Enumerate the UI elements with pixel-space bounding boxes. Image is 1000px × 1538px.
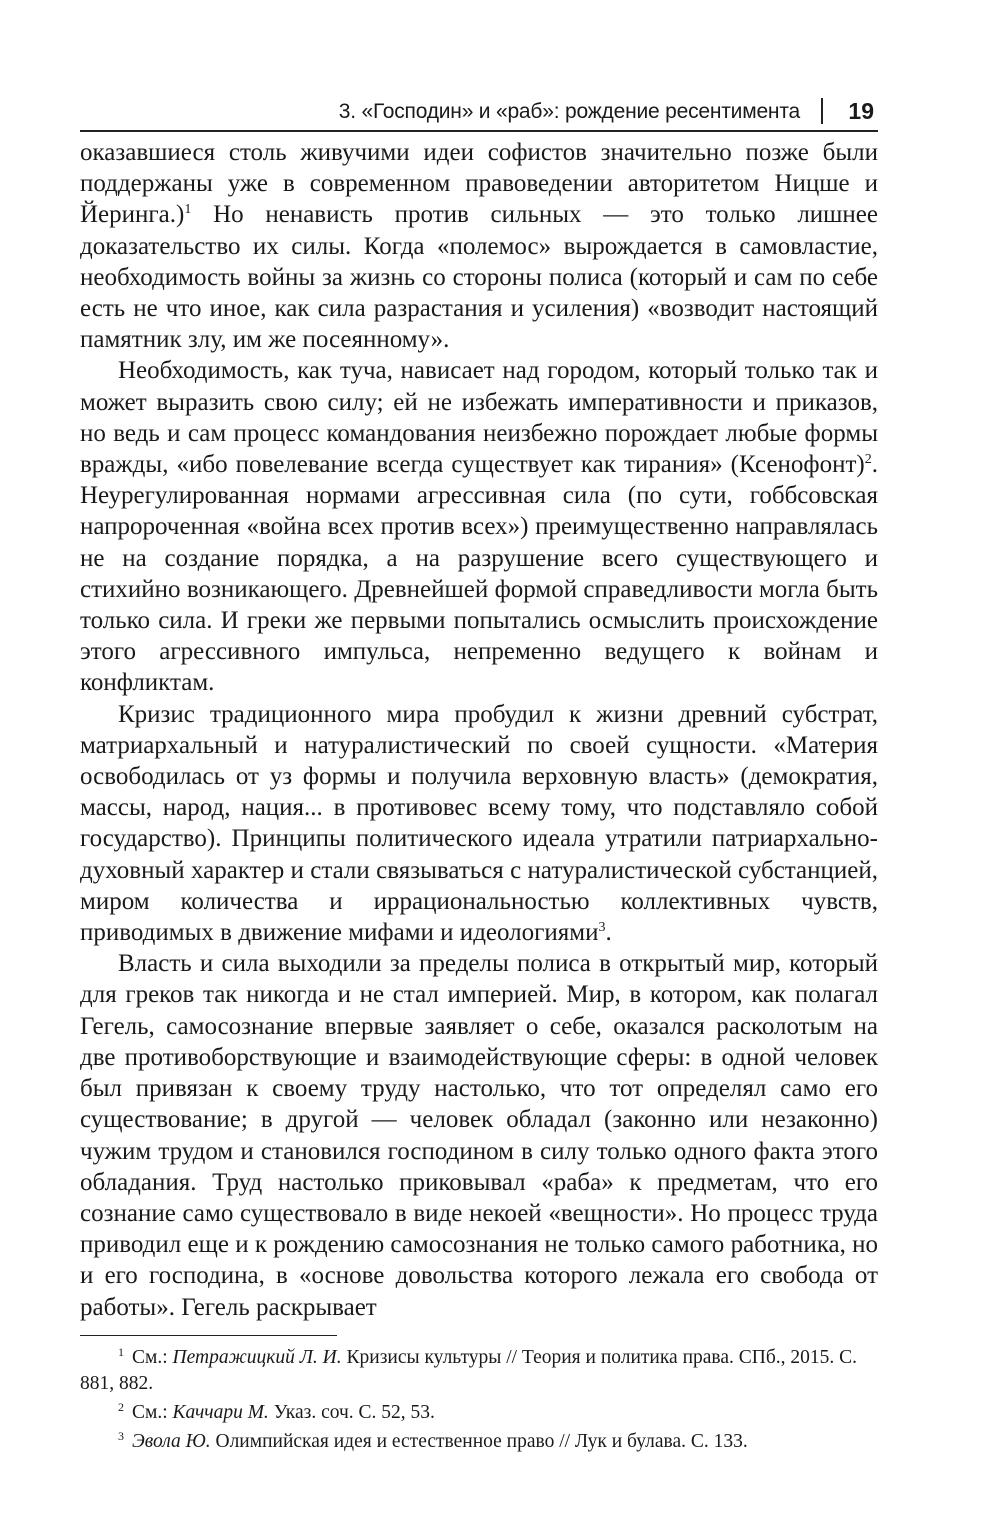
- footnote-prefix: См.:: [132, 1347, 173, 1368]
- running-title: 3. «Господин» и «раб»: рождение ресентимента: [338, 100, 800, 123]
- footnote-2: [80, 1400, 878, 1426]
- paragraph-text: Кризис традиционного мира пробудил к жизни древний субстрат, матриархальный и натуралистический по своей сущности. «Материя освободилась от уз формы и получила верховную власть» (демократия, массы, народ, нация... в противовес всему тому, что подставляло собой государство). Принципы политического идеала утратили патриархально-духовный характер и стали связываться с натуралистической субстанцией, миром количества и иррациональностью коллективных чувств, приводимых в движение мифами и идеологиями: [80, 700, 878, 947]
- footnote-prefix: См.:: [132, 1402, 173, 1423]
- paragraph-text: Необходимость, как туча, нависает над городом, который только так и может выразить свою силу; ей не избежать императивности и приказов, но ведь и сам процесс командования неизбежно порождает любые формы вражды, «ибо повелевание всегда существует как тирания» (Ксенофонт): [80, 357, 878, 479]
- footnote-ref-3: 3: [598, 920, 606, 936]
- footnotes: [80, 1345, 878, 1458]
- paragraph-text: Но ненависть против сильных — это только лишнее доказательство их силы. Когда «полемос» вырождается в самовластие, необходимость войны за жизнь со стороны полиса (который и сам по себе есть не что иное, как сила разрастания и усиления) «возводит настоящий памятник злу, им же посеянному».: [80, 201, 878, 354]
- footnote-ref-1: 1: [184, 202, 192, 218]
- footnote-text: Кризисы культуры // Теория и политика права. СПб., 2015. С. 881, 882.: [80, 1347, 858, 1394]
- footnote-text: Указ. соч. С. 52, 53.: [268, 1402, 435, 1423]
- body-text: [80, 137, 878, 1323]
- footnote-author: Каччари М.: [172, 1402, 269, 1423]
- paragraph-3: [80, 699, 878, 949]
- paragraph-1: [80, 137, 878, 355]
- footnote-number: 3: [118, 1429, 124, 1443]
- footnote-separator: [80, 1335, 337, 1336]
- footnote-number: 2: [118, 1400, 124, 1414]
- footnote-ref-2: 2: [864, 452, 872, 468]
- paragraph-2: [80, 355, 878, 698]
- paragraph-text: . Неурегулированная нормами агрессивная сила (по сути, гоббсовская напророченная «война всех против всех») преимущественно направлялась не на создание порядка, а на разрушение всего существующего и стихийно возникающего. Древнейшей формой справедливости могла быть только сила. И греки же первыми попытались осмыслить происхождение этого агрессивного импульса, непременно ведущего к войнам и конфликтам.: [80, 451, 878, 697]
- footnote-3: [80, 1429, 878, 1455]
- footnote-author: Петражицкий Л. И.: [172, 1347, 342, 1368]
- paragraph-text: .: [605, 919, 612, 947]
- footnote-number: 1: [118, 1345, 124, 1359]
- footnote-author: Эвола Ю.: [132, 1431, 211, 1452]
- running-header: [80, 96, 878, 132]
- header-divider: [821, 98, 823, 124]
- footnote-text: Олимпийская идея и естественное право // Лук и булава. С. 133.: [210, 1431, 748, 1452]
- footnote-1: [80, 1345, 878, 1397]
- paragraph-text: оказавшиеся столь живучими идеи софистов значительно позже были поддержаны уже в современном правоведении авторитетом Ницше и Йеринга.): [80, 139, 878, 229]
- paragraph-4: [80, 948, 878, 1322]
- page-number: 19: [848, 98, 874, 124]
- paragraph-text: Власть и сила выходили за пределы полиса в открытый мир, который для греков так никогда и не стал империей. Мир, в котором, как полагал Гегель, самосознание впервые заявляет о себе, оказался расколотым на две противоборствующие и взаимодействующие сферы: в одной человек был привязан к своему труду настолько, что тот определял само его существование; в другой — человек обладал (законно или незаконно) чужим трудом и становился господином в силу только одного факта этого обладания. Труд настолько приковывал «раба» к предметам, что его сознание само существовало в виде некоей «вещности». Но процесс труда приводил еще и к рождению самосознания не только самого работника, но и его господина, в «основе довольства которого лежала его свобода от работы». Гегель раскрывает: [80, 950, 878, 1321]
